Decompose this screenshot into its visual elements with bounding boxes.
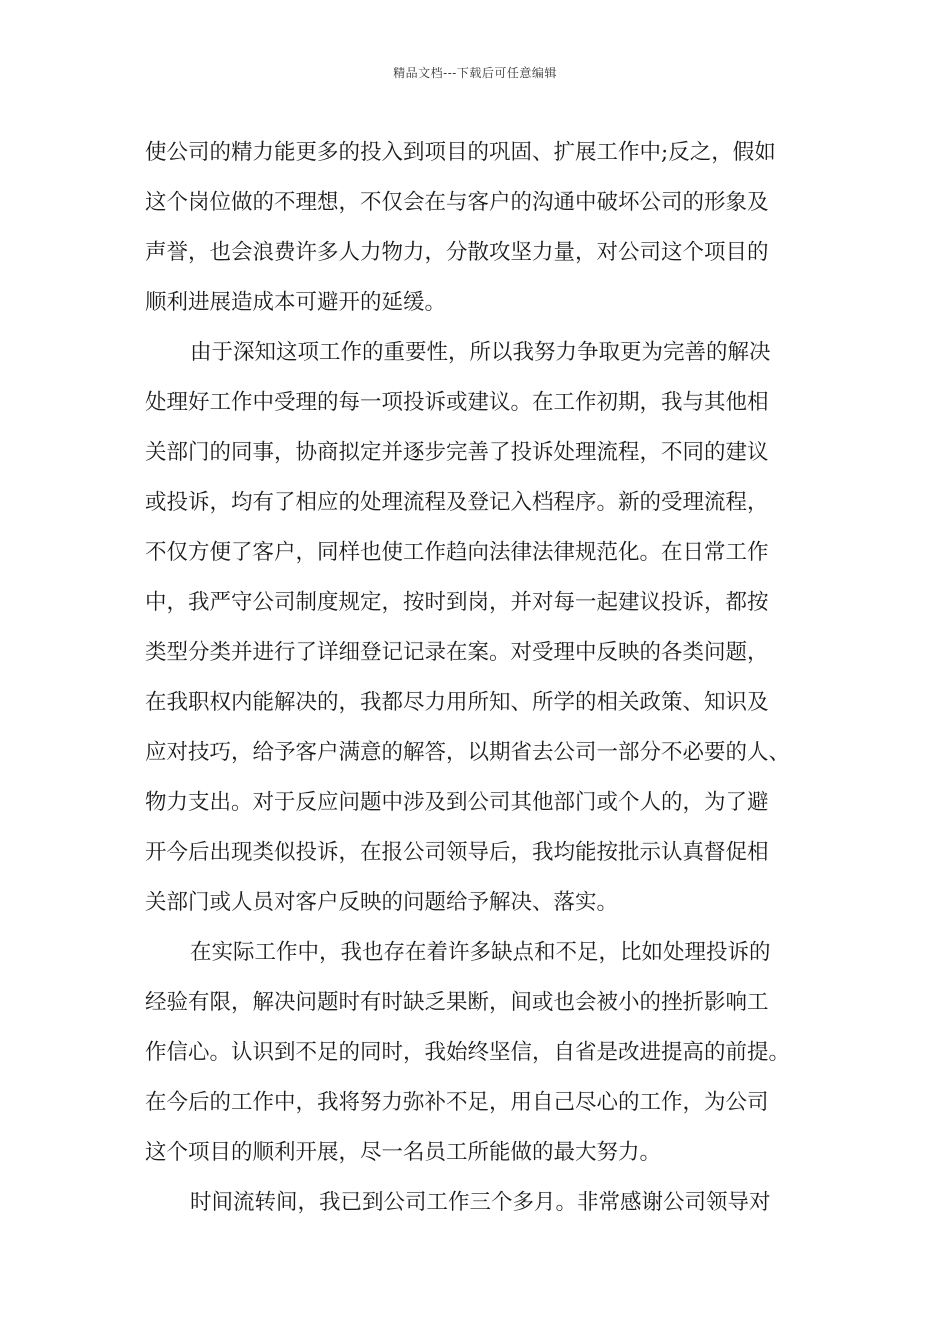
text-line: 作信心。认识到不足的同时，我始终坚信，自省是改进提高的前提。: [145, 1040, 791, 1065]
text-line: 关部门或人员对客户反映的问题给予解决、落实。: [145, 890, 619, 915]
text-line: 这个岗位做的不理想，不仅会在与客户的沟通中破坏公司的形象及: [145, 190, 769, 215]
text-line: 经验有限，解决问题时有时缺乏果断，间或也会被小的挫折影响工: [145, 990, 769, 1015]
text-line: 类型分类并进行了详细登记记录在案。对受理中反映的各类问题，: [145, 640, 769, 665]
text-line: 处理好工作中受理的每一项投诉或建议。在工作初期，我与其他相: [145, 390, 769, 415]
text-line: 在实际工作中，我也存在着许多缺点和不足，比如处理投诉的: [190, 940, 771, 965]
text-line: 这个项目的顺利开展，尽一名员工所能做的最大努力。: [145, 1140, 662, 1165]
document-body: [145, 128, 815, 1228]
text-line: 物力支出。对于反应问题中涉及到公司其他部门或个人的，为了避: [145, 790, 769, 815]
text-line: 声誉，也会浪费许多人力物力，分散攻坚力量，对公司这个项目的: [145, 240, 769, 265]
text-line: 中，我严守公司制度规定，按时到岗，并对每一起建议投诉，都按: [145, 590, 769, 615]
text-line: 在我职权内能解决的，我都尽力用所知、所学的相关政策、知识及: [145, 690, 769, 715]
text-line: 开今后出现类似投诉，在报公司领导后，我均能按批示认真督促相: [145, 840, 769, 865]
text-line: 关部门的同事，协商拟定并逐步完善了投诉处理流程，不同的建议: [145, 440, 769, 465]
text-line: 或投诉，均有了相应的处理流程及登记入档程序。新的受理流程，: [145, 490, 769, 515]
text-line: 由于深知这项工作的重要性，所以我努力争取更为完善的解决: [190, 340, 771, 365]
text-line: 应对技巧，给予客户满意的解答，以期省去公司一部分不必要的人、: [145, 740, 791, 765]
page-header: 精品文档---下载后可任意编辑: [393, 66, 557, 80]
text-line: 使公司的精力能更多的投入到项目的巩固、扩展工作中;反之，假如: [145, 140, 776, 165]
text-line: 顺利进展造成本可避开的延缓。: [145, 290, 447, 315]
text-line: 在今后的工作中，我将努力弥补不足，用自己尽心的工作，为公司: [145, 1090, 769, 1115]
text-line: 时间流转间，我已到公司工作三个多月。非常感谢公司领导对: [190, 1190, 771, 1215]
text-line: 不仅方便了客户，同样也使工作趋向法律法律规范化。在日常工作: [145, 540, 769, 565]
